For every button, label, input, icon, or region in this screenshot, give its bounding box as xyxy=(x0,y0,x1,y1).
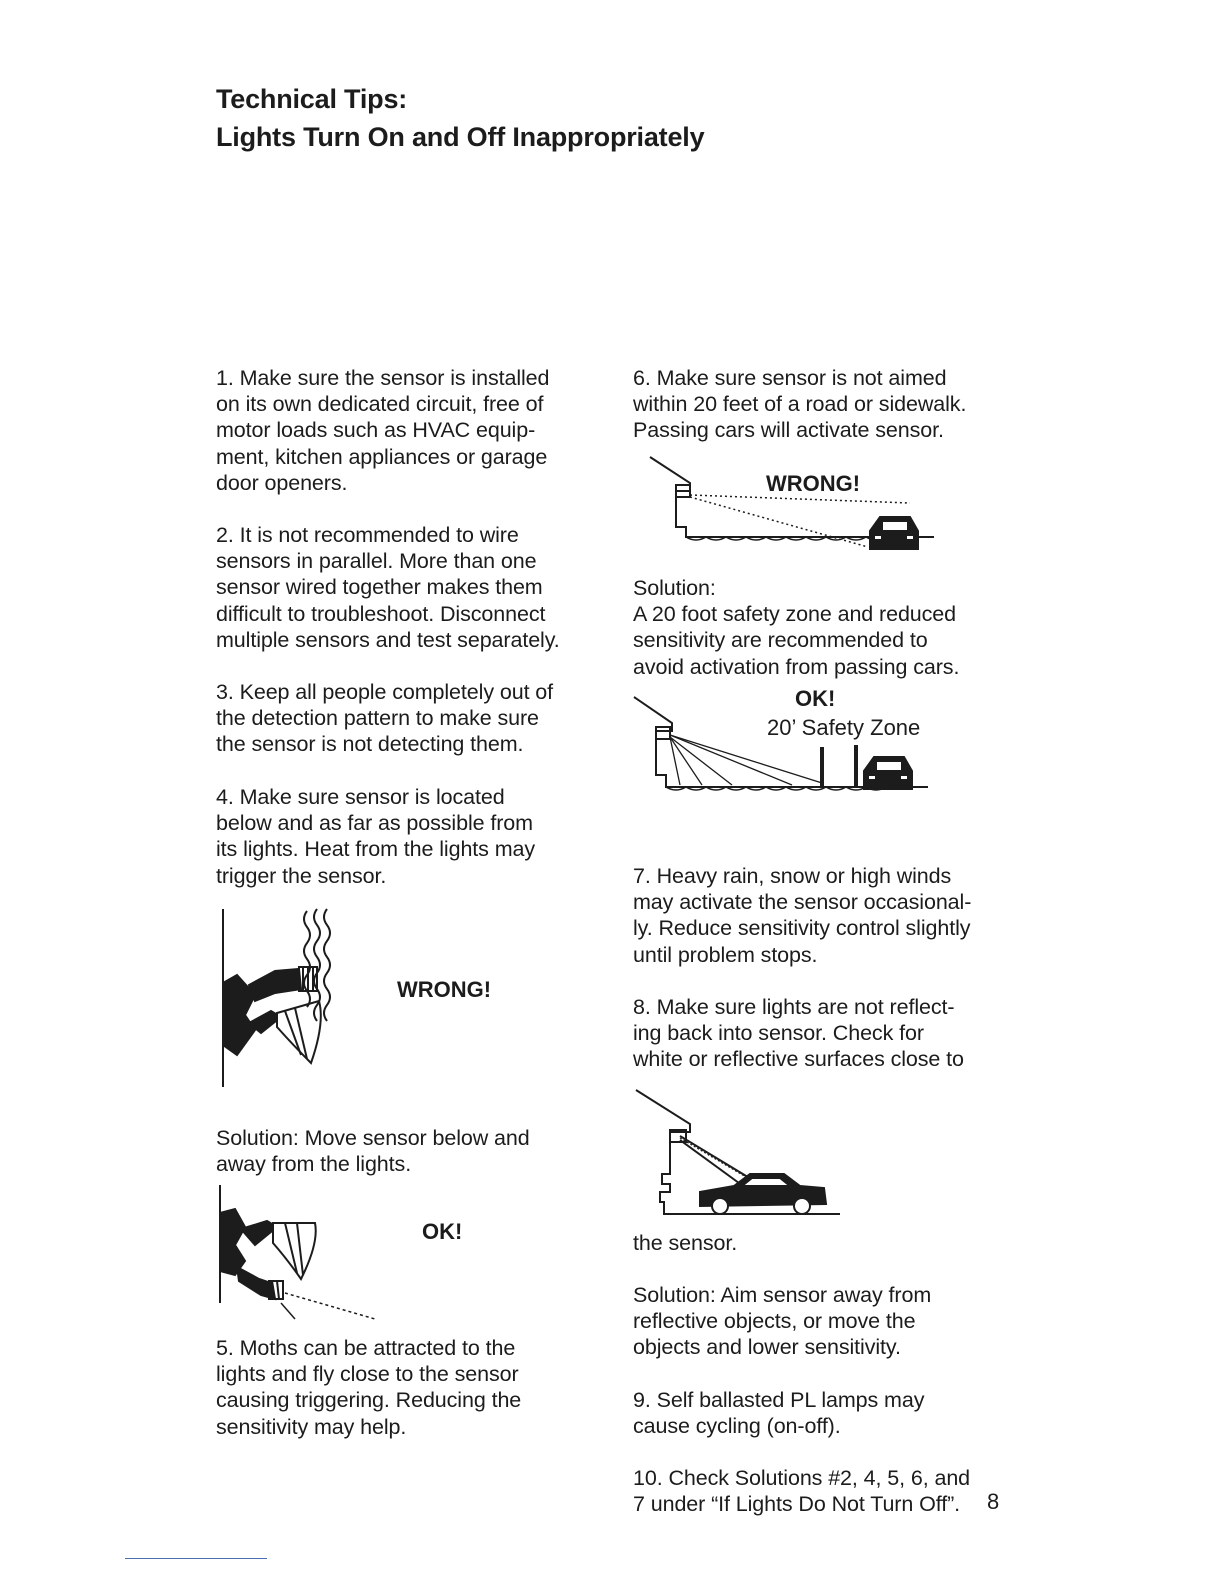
footer-rule xyxy=(125,1558,267,1559)
page-number: 8 xyxy=(987,1489,1000,1514)
illustration-sensor-below-lights xyxy=(215,1183,380,1323)
title-line-2: Lights Turn On and Off Inappropriately xyxy=(216,122,705,152)
tip-6-solution: Solution: A 20 foot safety zone and reduced sensitivity are recommended to avoid activation from passing cars. xyxy=(633,576,960,679)
tip-6-ok-label: OK! xyxy=(795,686,836,711)
tip-8: 8. Make sure lights are not reflect- ing back into sensor. Check for white or reflective surfaces close to xyxy=(633,995,964,1072)
tip-10: 10. Check Solutions #2, 4, 5, 6, and 7 under “If Lights Do Not Turn Off”. xyxy=(633,1466,971,1517)
tip-6: 6. Make sure sensor is not aimed within 20 feet of a road or sidewalk. Passing cars will activate sensor. xyxy=(633,366,967,443)
title-line-1: Technical Tips: xyxy=(216,84,408,114)
tip-9: 9. Self ballasted PL lamps may cause cycling (on-off). xyxy=(633,1388,925,1439)
safety-zone-label: 20’ Safety Zone xyxy=(767,715,921,740)
illustration-safety-zone xyxy=(632,695,932,795)
tip-4: 4. Make sure sensor is located below and as far as possible from its lights. Heat from the lights may trigger the sensor. xyxy=(216,785,536,888)
tip-8-continued: the sensor. xyxy=(633,1231,738,1255)
page-title xyxy=(216,80,704,156)
tip-5: 5. Moths can be attracted to the lights and fly close to the sensor causing triggering. Reducing the sensitivity may help. xyxy=(216,1336,522,1439)
tip-3: 3. Keep all people completely out of the detection pattern to make sure the sensor is not detecting them. xyxy=(216,680,554,757)
tip-8-solution: Solution: Aim sensor away from reflective objects, or move the objects and lower sensitivity. xyxy=(633,1283,932,1360)
tip-1: 1. Make sure the sensor is installed on its own dedicated circuit, free of motor loads such as HVAC equip- ment, kitchen appliances or garage door openers. xyxy=(216,366,550,495)
tip-4-ok-label: OK! xyxy=(422,1219,463,1244)
illustration-reflective-surface xyxy=(634,1088,844,1218)
tip-7: 7. Heavy rain, snow or high winds may activate the sensor occasional- ly. Reduce sensitivity control slightly until problem stops. xyxy=(633,864,972,967)
tip-4-wrong-label: WRONG! xyxy=(397,977,492,1002)
illustration-sensor-near-lights xyxy=(215,905,355,1090)
tip-4-solution: Solution: Move sensor below and away from the lights. xyxy=(216,1126,530,1177)
tip-2: 2. It is not recommended to wire sensors in parallel. More than one sensor wired together makes them difficult to troubleshoot. Disconnect multiple sensors and test separately. xyxy=(216,523,560,652)
tip-6-wrong-label: WRONG! xyxy=(766,471,861,496)
